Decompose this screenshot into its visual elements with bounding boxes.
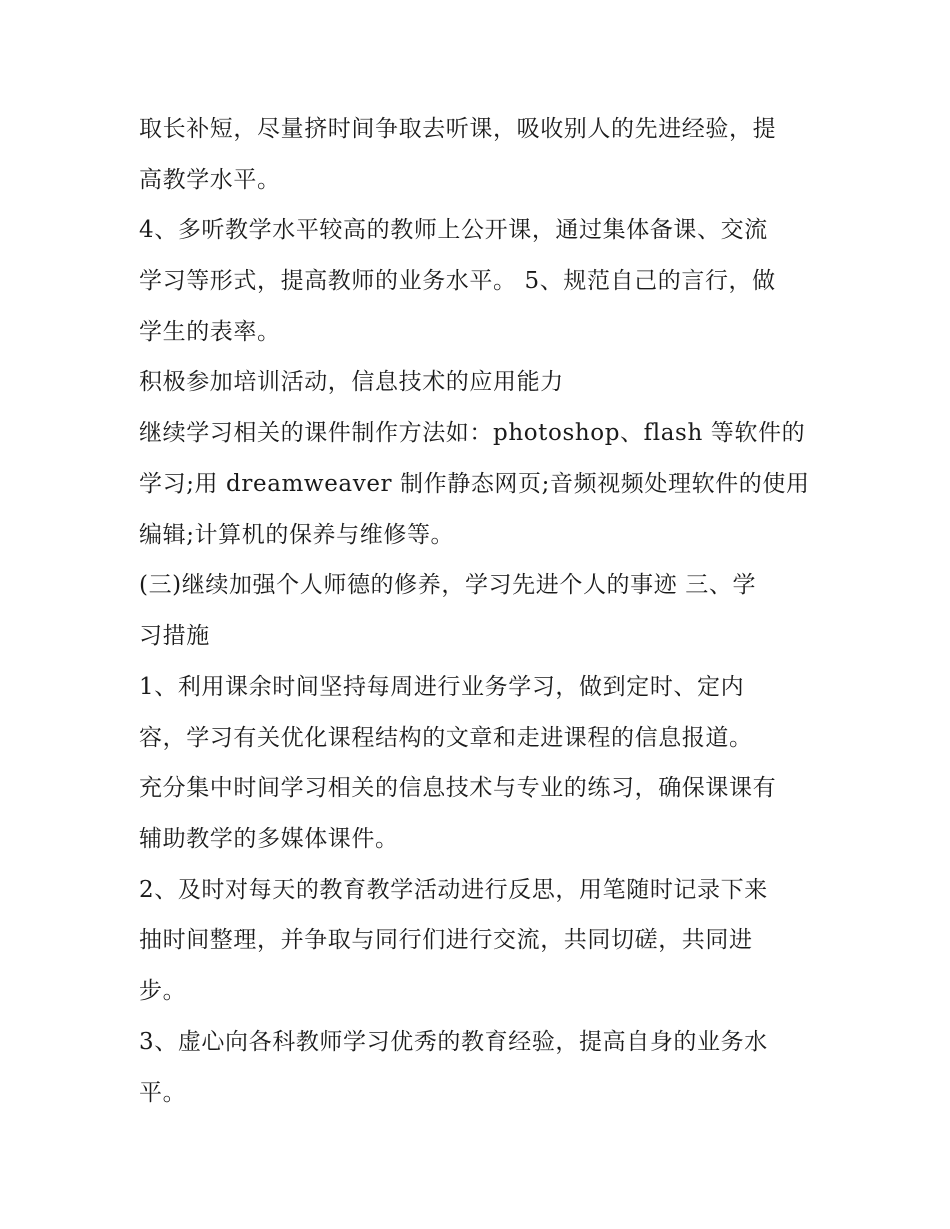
text-line: 继续学习相关的课件制作方法如：photoshop、flash 等软件的: [139, 420, 806, 446]
text-line: 2、及时对每天的教育教学活动进行反思，用笔随时记录下来: [139, 877, 768, 903]
text-line: 取长补短，尽量挤时间争取去听课，吸收别人的先进经验，提: [139, 116, 777, 142]
text-line: 高教学水平。: [139, 167, 281, 193]
text-line: 辅助教学的多媒体课件。: [139, 826, 399, 852]
text-line: 学习;用 dreamweaver 制作静态网页;音频视频处理软件的使用: [139, 471, 810, 497]
text-line: 抽时间整理，并争取与同行们进行交流，共同切磋，共同进: [139, 927, 753, 953]
text-line: 容，学习有关优化课程结构的文章和走进课程的信息报道。: [139, 725, 753, 751]
text-line: 学习等形式，提高教师的业务水平。 5、规范自己的言行，做: [139, 268, 776, 294]
text-line: (三)继续加强个人师德的修养，学习先进个人的事迹 三、学: [139, 572, 757, 598]
text-line: 积极参加培训活动，信息技术的应用能力: [139, 369, 564, 395]
text-line: 1、利用课余时间坚持每周进行业务学习，做到定时、定内: [139, 674, 745, 700]
text-line: 学生的表率。: [139, 319, 281, 345]
text-line: 习措施: [139, 623, 210, 649]
text-line: 3、虚心向各科教师学习优秀的教育经验，提高自身的业务水: [139, 1029, 768, 1055]
text-line: 编辑;计算机的保养与维修等。: [139, 522, 455, 548]
text-line: 步。: [139, 978, 187, 1004]
text-line: 平。: [139, 1080, 187, 1106]
text-line: 充分集中时间学习相关的信息技术与专业的练习，确保课课有: [139, 775, 777, 801]
text-line: 4、多听教学水平较高的教师上公开课，通过集体备课、交流: [139, 217, 768, 243]
